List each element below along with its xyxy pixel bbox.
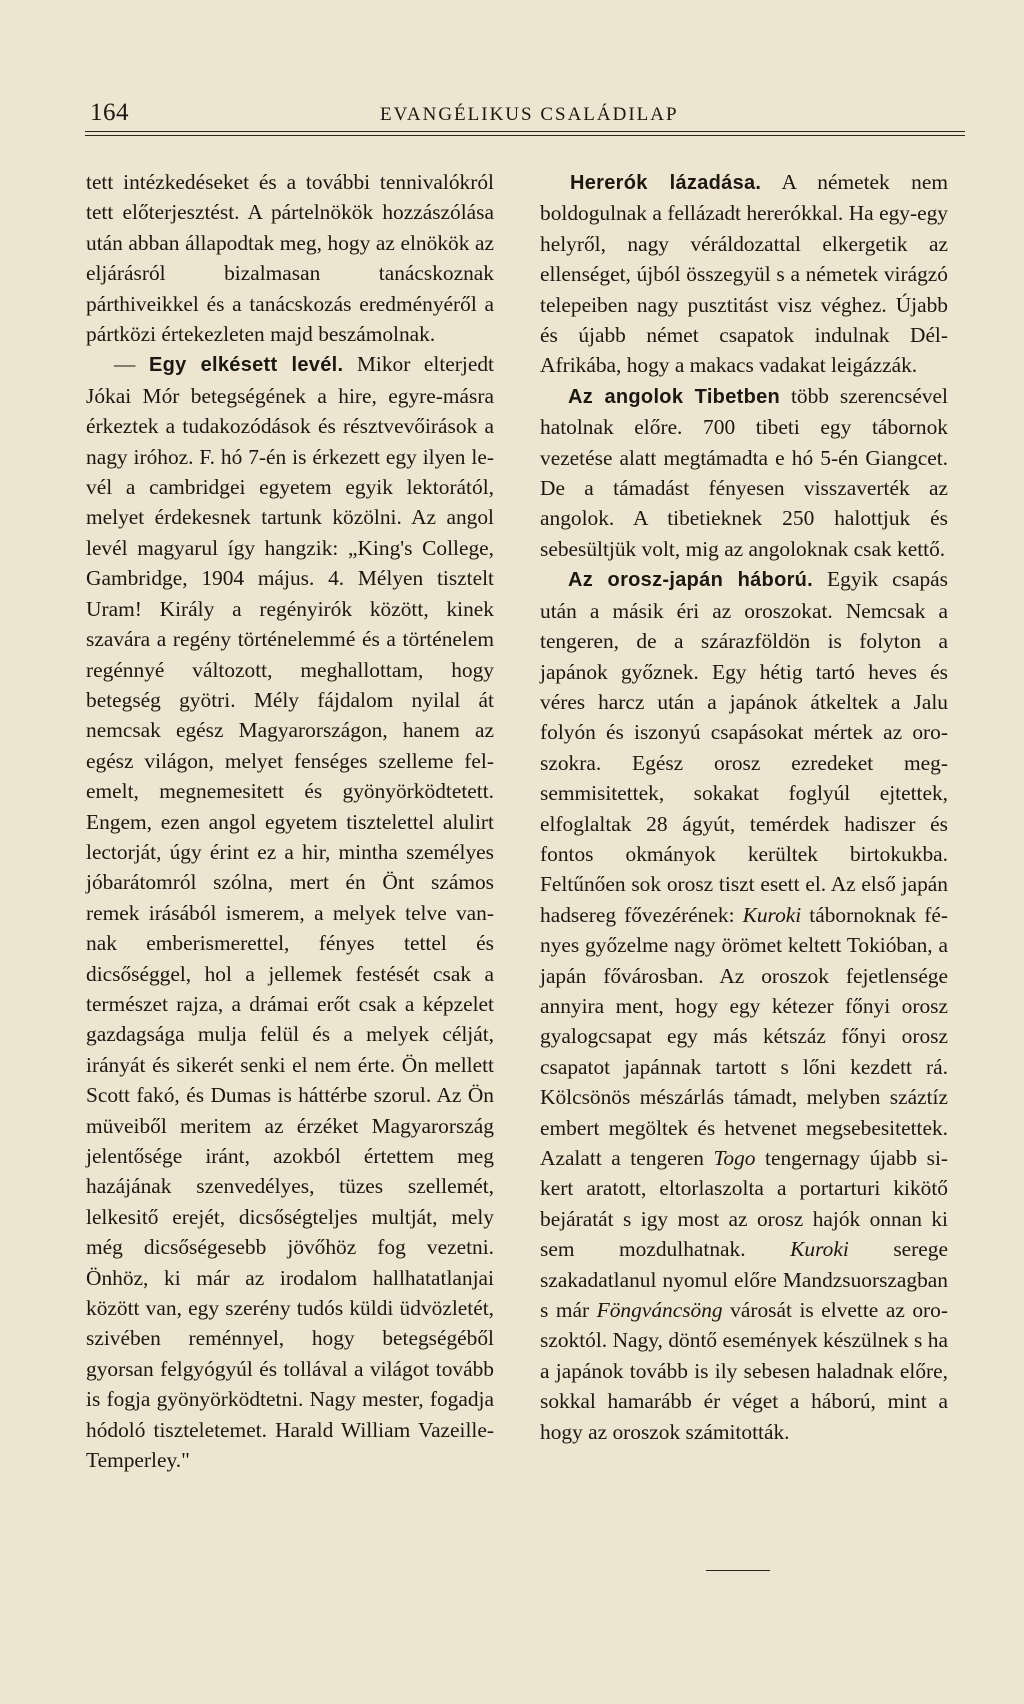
dash: — [114,352,149,377]
header-rule-bottom [85,135,965,136]
article-body: több szerencsével hatolnak előre. 700 tibeti egy tábornok vezetése alatt megtámadta e hó 5-én Giangcet. De a támadást fényesen visszaverték az angolok. A tibetieknek 250 halottjuk és sebesültjük volt, mig az angoloknak csak kettő. [540,383,948,561]
article-herero-revolt [540,167,948,381]
article-late-letter [86,349,494,1475]
header-rule-top [85,131,965,132]
article-party-talks: tett intézkedéseket és a további tennivalókról tett előterjesztést. A pártelnökök hozzászólása után abban állapodtak meg, hogy az elnökök az eljárásról bizalmasan tanácskoznak párthiveikkel és a tanácskozás eredményéről a pártközi értekezleten majd beszámolnak. [86,170,494,347]
article-body: Mikor elterjedt Jókai Mór betegségének a hire, egyre-másra érkeztek a tudakozódások és résztvevőirások a nagy iróhoz. F. hó 7-én is érkezett egy ilyen levél a cambridgei egyetem egyik lektorától, melyet érdekesnek tartunk közölni. Az angol levél magyarul így hangzik: „King's College, Gambridge, 1904 május. 4. Mélyen tisztelt Uram! Király a regényirók között, kinek szavára a regény történelemmé és a történelem regénnyé változott, meghallottam, hogy betegség gyötri. Mély fájdalom nyilal át nemcsak egész Magyarországon, hanem az egész világon, melyet fenséges szelleme felemelt, megnemesitett és gyönyörködtetett. Engem, ezen angol egyetem tisztelettel alulirt lectorját, úgy érint ez a hir, mintha személyes jóbarátomról szólna, mert én Önt számos remek irásából ismerem, a melyek telve vannak emberismerettel, fényes tettel és dicsőséggel, hol a jellemek festését csak a természet rajza, a drámai erőt csak a képzelet gazdagsága mulja felül és a melyek célját, irányát és sikerét senki el nem érte. Ön mellett Scott fakó, és Dumas is háttérbe szorul. Az Ön müveiből meritem az érzéket Magyarország jelentősége iránt, azokból értettem meg hazájának szenvedélyes, tüzes szellemét, lelkesitő erejét, dicsőségteljes multját, mely még dicsőségesebb jövőhöz fog vezetni. Önhöz, ki már az irodalom hallhatatlanjai között van, egy szerény tudós küldi üdvözletét, szivében reménnyel, hogy betegségéből gyorsan felgyógyúl és tollával a világot tovább is fogja gyönyörködtetni. Nagy mester, fogadja hódoló tiszteletemet. Harald William Vazeille-Temperley." [86,352,494,1473]
article-russo-japanese-war [540,564,948,1447]
name-kuroki: Kuroki [790,1237,849,1262]
article-body: tengernagy újabb sikert aratott, eltorlaszolta a portarturi kikötő bejáratát s igy most az orosz hajók onnan ki sem mozdulhatnak. [540,1146,949,1262]
name-kuroki: Kuroki [742,902,802,927]
name-togo: Togo [713,1146,756,1170]
article-english-in-tibet [540,381,948,564]
article-body: városát is elvette az oroszoktól. Nagy, döntő események készülnek s ha a japánok tovább is ily sebesen haladnak előre, sokkal hamarább ér véget a háború, mint a hogy az oroszok számitották. [540,1298,948,1444]
page-header [90,95,960,131]
article-body: A németek nem boldogulnak a fellázadt hererókkal. Ha egy-egy helyről, nagy véráldozattal elkergetik az ellenséget, újból összegyül s a németek virágzó telepeiben nagy pusztitást visz véghez. Újabb és újabb német csapatok indulnak Dél-Afrikába, hogy a makacs vadakat leigázzák. [540,170,948,378]
end-rule [706,1570,770,1571]
page-number: 164 [90,99,129,126]
article-body: Egyik csapás után a másik éri az oroszokat. Nemcsak a tengeren, de a szárazföldön is folyton a japánok győznek. Egy hétig tartó heves és véres harcz után a japánok átkeltek a Jalu folyón és iszonyú csapásokat mértek az oroszokra. Egész orosz ezredeket megsemmisitettek, sokakat foglyúl ejtettek, elfoglaltak 28 ágyút, temérdek hadiszer és fontos okmányok kerültek birtokukba. Feltűnően sok orosz tiszt esett el. Az első japán hadsereg fővezérének: [540,567,948,927]
article-heading: Az orosz-japán háború. [568,569,814,592]
article-body: tábornoknak fényes győzelme nagy örömet keltett Tokióban, a japán fővárosban. Az oroszok fejetlensége annyira ment, hogy egy kétezer főnyi orosz gyalogcsapat egy más kétszáz főnyi orosz csapatot japánnak tartott s lőni kezdett rá. Kölcsönös mészárlás támadt, melyben száztíz embert megöltek és hetvenet megsebesitettek. Azalatt a tengeren [540,902,948,1170]
place-name: Föngváncsöng [596,1298,723,1323]
article-heading: Egy elkésett levél. [148,354,344,377]
left-column [86,167,494,1475]
article-heading: Az angolok Tibetben [568,385,781,408]
article-heading: Hererók lázadása. [570,172,762,194]
right-column [540,167,948,1447]
article-body: serege szakadatlanul nyomul előre Mandzsuorszagban s már [540,1237,948,1323]
running-title: EVANGÉLIKUS CSALÁDILAP [380,104,679,125]
